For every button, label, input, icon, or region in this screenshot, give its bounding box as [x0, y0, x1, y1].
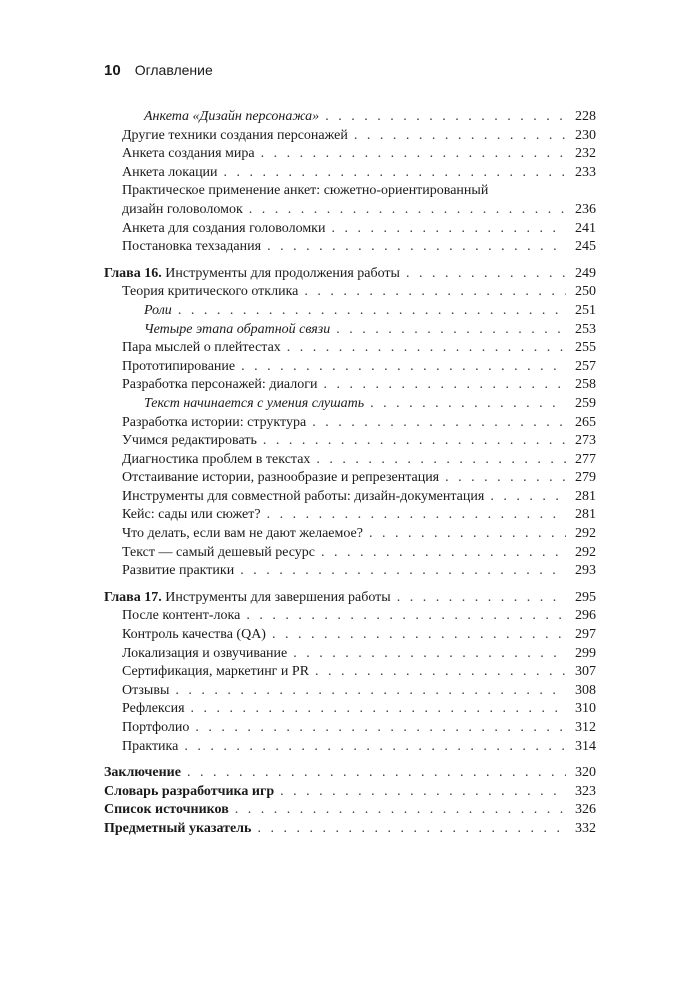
toc-entry[interactable]: [104, 488, 596, 507]
toc-entry-title: Пара мыслей о плейтестах: [122, 340, 281, 356]
dot-leader: [249, 201, 566, 220]
toc-entry-title: Список источников: [104, 802, 229, 818]
toc-entry-page: 299: [575, 645, 596, 661]
toc-entry[interactable]: [104, 562, 596, 581]
toc-entry[interactable]: [104, 506, 596, 525]
dot-leader: [241, 358, 566, 377]
toc-entry[interactable]: [104, 451, 596, 470]
toc-entry-title: Отстаивание истории, разнообразие и репрезентация: [122, 470, 440, 486]
dot-leader: [304, 283, 566, 302]
toc-entry-page: 257: [575, 358, 596, 374]
chapter-label: Глава 16.: [104, 265, 162, 281]
chapter-16-heading[interactable]: [104, 265, 596, 284]
dot-leader: [324, 376, 567, 395]
toc-entry-title: Анкета для создания головоломки: [122, 220, 326, 236]
toc-entry-page: 241: [575, 220, 596, 236]
toc-entry-page: 332: [575, 820, 596, 836]
toc-entry-title: Другие техники создания персонажей: [122, 127, 348, 143]
running-head: [104, 62, 213, 79]
toc-entry[interactable]: [104, 321, 596, 340]
toc-entry[interactable]: [104, 469, 596, 488]
toc-entry[interactable]: [104, 719, 596, 738]
dot-leader: [175, 682, 566, 701]
toc-entry-page: 292: [575, 544, 596, 560]
toc-entry-page: 273: [575, 433, 596, 449]
toc-entry-title: Разработка истории: структура: [122, 414, 307, 430]
toc-entry[interactable]: [104, 220, 596, 239]
toc-entry[interactable]: [104, 358, 596, 377]
toc-entry[interactable]: [104, 302, 596, 321]
toc-entry[interactable]: [104, 682, 596, 701]
chapter-17-heading[interactable]: [104, 589, 596, 608]
toc-entry-title: Контроль качества (QA): [122, 627, 266, 643]
toc-entry-title: Разработка персонажей: диалоги: [122, 377, 318, 393]
toc-entry-page: 293: [575, 563, 596, 579]
toc-entry-references[interactable]: [104, 801, 596, 820]
toc-entry-page: 326: [575, 802, 596, 818]
toc-entry-title: Заключение: [104, 765, 181, 781]
toc-entry-conclusion[interactable]: [104, 764, 596, 783]
section-gap: [104, 257, 596, 265]
dot-leader: [316, 451, 566, 470]
toc-entry-title: Развитие практики: [122, 563, 235, 579]
toc-entry[interactable]: [104, 607, 596, 626]
toc-entry-page: 296: [575, 608, 596, 624]
toc-entry-page: 251: [575, 302, 596, 318]
toc-entry[interactable]: [104, 238, 596, 257]
toc-entry-title: После контент-лока: [122, 608, 241, 624]
toc-entry[interactable]: [104, 663, 596, 682]
dot-leader: [370, 395, 566, 414]
toc-entry-title: Сертификация, маркетинг и PR: [122, 664, 310, 680]
dot-leader: [195, 719, 566, 738]
toc-entry-title: Практика: [122, 738, 179, 754]
dot-leader: [397, 589, 566, 608]
toc-entry-page: 281: [575, 507, 596, 523]
toc-entry-page: 258: [575, 377, 596, 393]
dot-leader: [315, 663, 566, 682]
toc-entry-page: 320: [575, 765, 596, 781]
table-of-contents: [104, 108, 596, 839]
toc-entry-index[interactable]: [104, 820, 596, 839]
toc-entry[interactable]: [104, 376, 596, 395]
page-number: 10: [104, 62, 121, 79]
toc-entry-page: 277: [575, 451, 596, 467]
toc-entry-title: Четыре этапа обратной связи: [144, 321, 331, 337]
chapter-label: Глава 17.: [104, 589, 162, 605]
toc-entry-title: Портфолио: [122, 720, 190, 735]
toc-entry-page: 310: [575, 701, 596, 717]
section-gap: [104, 756, 596, 764]
toc-entry[interactable]: [104, 432, 596, 451]
toc-entry-page: 250: [575, 284, 596, 300]
toc-entry-page: 307: [575, 664, 596, 680]
dot-leader: [257, 820, 566, 839]
toc-entry-page: 249: [575, 265, 596, 281]
toc-entry-page: 255: [575, 340, 596, 356]
toc-entry[interactable]: [104, 127, 596, 146]
dot-leader: [267, 238, 566, 257]
dot-leader: [240, 562, 566, 581]
toc-entry-title: Учимся редактировать: [122, 433, 257, 449]
toc-entry-page: 233: [575, 164, 596, 180]
toc-entry-title: Текст начинается с умения слушать: [144, 395, 365, 411]
toc-entry[interactable]: [104, 108, 596, 127]
dot-leader: [325, 108, 566, 127]
dot-leader: [246, 607, 566, 626]
toc-entry-glossary[interactable]: [104, 783, 596, 802]
toc-entry-page: 253: [575, 321, 596, 337]
toc-entry-title: Анкета создания мира: [122, 146, 255, 162]
toc-entry-page: 228: [575, 109, 596, 124]
dot-leader: [406, 265, 566, 284]
toc-entry-title: Роли: [144, 302, 172, 318]
toc-entry[interactable]: [104, 414, 596, 433]
toc-entry-page: 279: [575, 470, 596, 486]
toc-entry-title: Инструменты для совместной работы: дизайн-документация: [122, 488, 485, 504]
dot-leader: [321, 544, 566, 563]
dot-leader: [191, 700, 566, 719]
toc-entry-title: Анкета «Дизайн персонажа»: [144, 109, 320, 124]
dot-leader: [280, 783, 566, 802]
toc-entry[interactable]: [104, 645, 596, 664]
toc-entry-page: 259: [575, 395, 596, 411]
toc-entry[interactable]: [104, 738, 596, 757]
dot-leader: [369, 525, 566, 544]
toc-entry-title: Кейс: сады или сюжет?: [122, 507, 261, 523]
toc-entry-page: 281: [575, 488, 596, 504]
toc-entry-title: Что делать, если вам не дают желаемое?: [122, 526, 363, 542]
toc-entry[interactable]: [104, 544, 596, 563]
toc-entry-title: дизайн головоломок: [122, 201, 243, 217]
toc-entry-title: Теория критического отклика: [122, 284, 299, 300]
chapter-title: Инструменты для завершения работы: [165, 589, 391, 605]
dot-leader: [331, 220, 566, 239]
dot-leader: [287, 339, 566, 358]
toc-entry[interactable]: [104, 164, 596, 183]
toc-entry[interactable]: [104, 525, 596, 544]
dot-leader: [187, 764, 566, 783]
toc-entry[interactable]: [104, 339, 596, 358]
toc-entry[interactable]: [104, 201, 596, 220]
toc-entry-page: 312: [575, 720, 596, 735]
chapter-title: Инструменты для продолжения работы: [165, 265, 400, 281]
dot-leader: [178, 302, 566, 321]
toc-entry-page: 245: [575, 239, 596, 255]
toc-entry[interactable]: [104, 626, 596, 645]
toc-entry-page: 295: [575, 589, 596, 605]
toc-entry-title: Предметный указатель: [104, 820, 252, 836]
toc-entry-title: Постановка техзадания: [122, 239, 262, 255]
dot-leader: [261, 145, 566, 164]
toc-entry-title: Рефлексия: [122, 701, 185, 717]
dot-leader: [272, 626, 566, 645]
dot-leader: [184, 738, 566, 757]
toc-entry-title: Локализация и озвучивание: [122, 645, 288, 661]
section-title: Оглавление: [134, 62, 213, 78]
toc-entry[interactable]: [104, 283, 596, 302]
toc-entry-title: Текст — самый дешевый ресурс: [122, 544, 316, 560]
toc-entry-page: 265: [575, 414, 596, 430]
dot-leader: [235, 801, 566, 820]
toc-entry-page: 314: [575, 738, 596, 754]
dot-leader: [336, 321, 566, 340]
toc-entry-page: 297: [575, 627, 596, 643]
toc-entry[interactable]: [104, 145, 596, 164]
dot-leader: [354, 127, 566, 146]
toc-entry-page: 323: [575, 783, 596, 799]
dot-leader: [445, 469, 566, 488]
toc-entry-page: 230: [575, 127, 596, 143]
dot-leader: [490, 488, 566, 507]
toc-entry-page: 308: [575, 682, 596, 698]
dot-leader: [312, 414, 566, 433]
dot-leader: [293, 645, 566, 664]
section-gap: [104, 581, 596, 589]
toc-entry-title: Отзывы: [122, 682, 170, 698]
dot-leader: [263, 432, 566, 451]
toc-entry-title-line1[interactable]: Практическое применение анкет: сюжетно-ориентированный: [122, 183, 489, 199]
toc-entry-title: Словарь разработчика игр: [104, 783, 275, 799]
dot-leader: [267, 506, 566, 525]
toc-entry-page: 292: [575, 526, 596, 542]
toc-entry-title: Прототипирование: [122, 358, 236, 374]
toc-entry-title: Анкета локации: [122, 164, 218, 180]
toc-entry-title: Диагностика проблем в текстах: [122, 451, 311, 467]
toc-entry-page: 236: [575, 201, 596, 217]
toc-entry-page: 232: [575, 146, 596, 162]
toc-entry[interactable]: [104, 395, 596, 414]
dot-leader: [224, 164, 566, 183]
toc-entry[interactable]: [104, 700, 596, 719]
